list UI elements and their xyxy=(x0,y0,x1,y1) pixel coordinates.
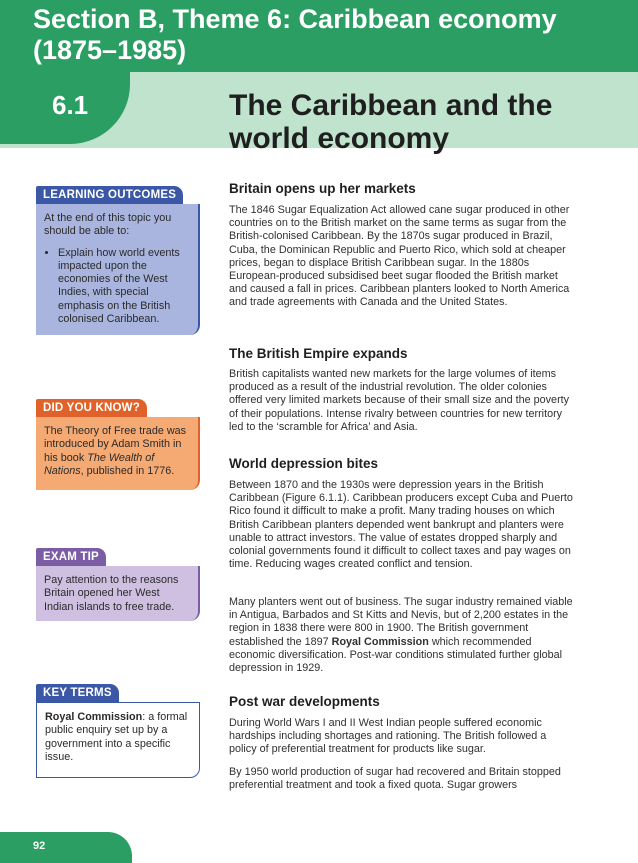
exam-tip-text: Pay attention to the reasons Britain opened her West Indian islands to free trade. xyxy=(44,574,179,613)
learning-outcomes-intro: At the end of this topic you should be able to: xyxy=(44,212,172,238)
paragraph: By 1950 world production of sugar had recovered and Britain stopped preferential treatment and took a fixed quota. Sugar growers xyxy=(229,766,561,792)
paragraph xyxy=(229,596,574,675)
paragraph: British capitalists wanted new markets for the large volumes of items produced as a result of the industrial revolution. The older colonies offered very limited markets because of their small size and the poverty of their populations. Intense rivalry between countries for new territory led to the ‘scramble for Africa’ and Asia. xyxy=(229,368,570,433)
paragraph-text: Many planters went out of business. The sugar industry remained viable in Antigua, Barbados and St Kitts and Nevis, but of 2,200 estates in the region in 1838 there were 800 in 1900. The British government established the 1897 xyxy=(229,596,573,648)
learning-outcome-item: • Explain how world events impacted upon the economies of the West Indies, with special emphasis on the British colonised Caribbean. xyxy=(58,247,188,327)
exam-tip-label: EXAM TIP xyxy=(36,548,106,566)
paragraph-text-end: which recommended economic diversification. Post-war conditions stimulated further global depression in 1929. xyxy=(229,635,563,675)
key-term-definition: : a formal public enquiry set up by a government into a specific issue. xyxy=(45,711,188,763)
section-heading: World depression bites xyxy=(229,456,379,471)
learning-outcomes-label: LEARNING OUTCOMES xyxy=(36,186,183,204)
key-terms-box xyxy=(36,702,200,778)
royal-commission-term: Royal Commission xyxy=(331,635,429,648)
book-title: The Wealth of Nations xyxy=(44,451,155,477)
section-heading: The British Empire expands xyxy=(229,346,408,361)
key-term: Royal Commission xyxy=(45,711,143,723)
learning-outcomes-box xyxy=(36,204,200,335)
section-title: Section B, Theme 6: Caribbean economy (1875–1985) xyxy=(33,4,557,65)
paragraph: Between 1870 and the 1930s were depression years in the British Caribbean (Figure 6.1.1). Caribbean producers except Cuba and Puerto Rico found it difficult to make a profit. Many trading houses on which British Caribbean planters depended went bankrupt and planters were unable to attract investors. The value of estates dropped sharply and colonial governments found it difficult to collect taxes and pay wages on time. Reducing wages created conflict and tension. xyxy=(229,479,573,571)
did-you-know-text: The Theory of Free trade was introduced by Adam Smith in his book xyxy=(44,425,187,464)
topic-title: The Caribbean and the world economy xyxy=(229,89,553,155)
key-terms-label: KEY TERMS xyxy=(36,684,119,702)
paragraph: During World Wars I and II West Indian people suffered economic hardships including shortages and rationing. The British followed a policy of preferential treatment for products like sugar. xyxy=(229,717,547,756)
paragraph: The 1846 Sugar Equalization Act allowed cane sugar produced in other countries on to the British market on the same terms as sugar from the British-colonised Caribbean. By the 1870s sugar produced in Brazil, Cuba, the Dominican Republic and Puerto Rico, which sold at cheaper prices, began to displace British Caribbean sugar. In the 1880s European-produced subsidised beet sugar flooded the British market and caused a fall in prices. Caribbean planters looked to North America and trade agreements with Canada and the United States. xyxy=(229,204,570,309)
did-you-know-box xyxy=(36,417,200,490)
did-you-know-label: DID YOU KNOW? xyxy=(36,399,147,417)
learning-outcomes-list xyxy=(44,247,188,327)
did-you-know-text-end: , published in 1776. xyxy=(80,464,175,477)
section-heading: Britain opens up her markets xyxy=(229,181,416,196)
topic-number: 6.1 xyxy=(52,90,89,120)
page-number: 92 xyxy=(33,840,46,852)
exam-tip-box xyxy=(36,566,200,621)
section-heading: Post war developments xyxy=(229,694,380,709)
footer-tab xyxy=(0,832,132,863)
